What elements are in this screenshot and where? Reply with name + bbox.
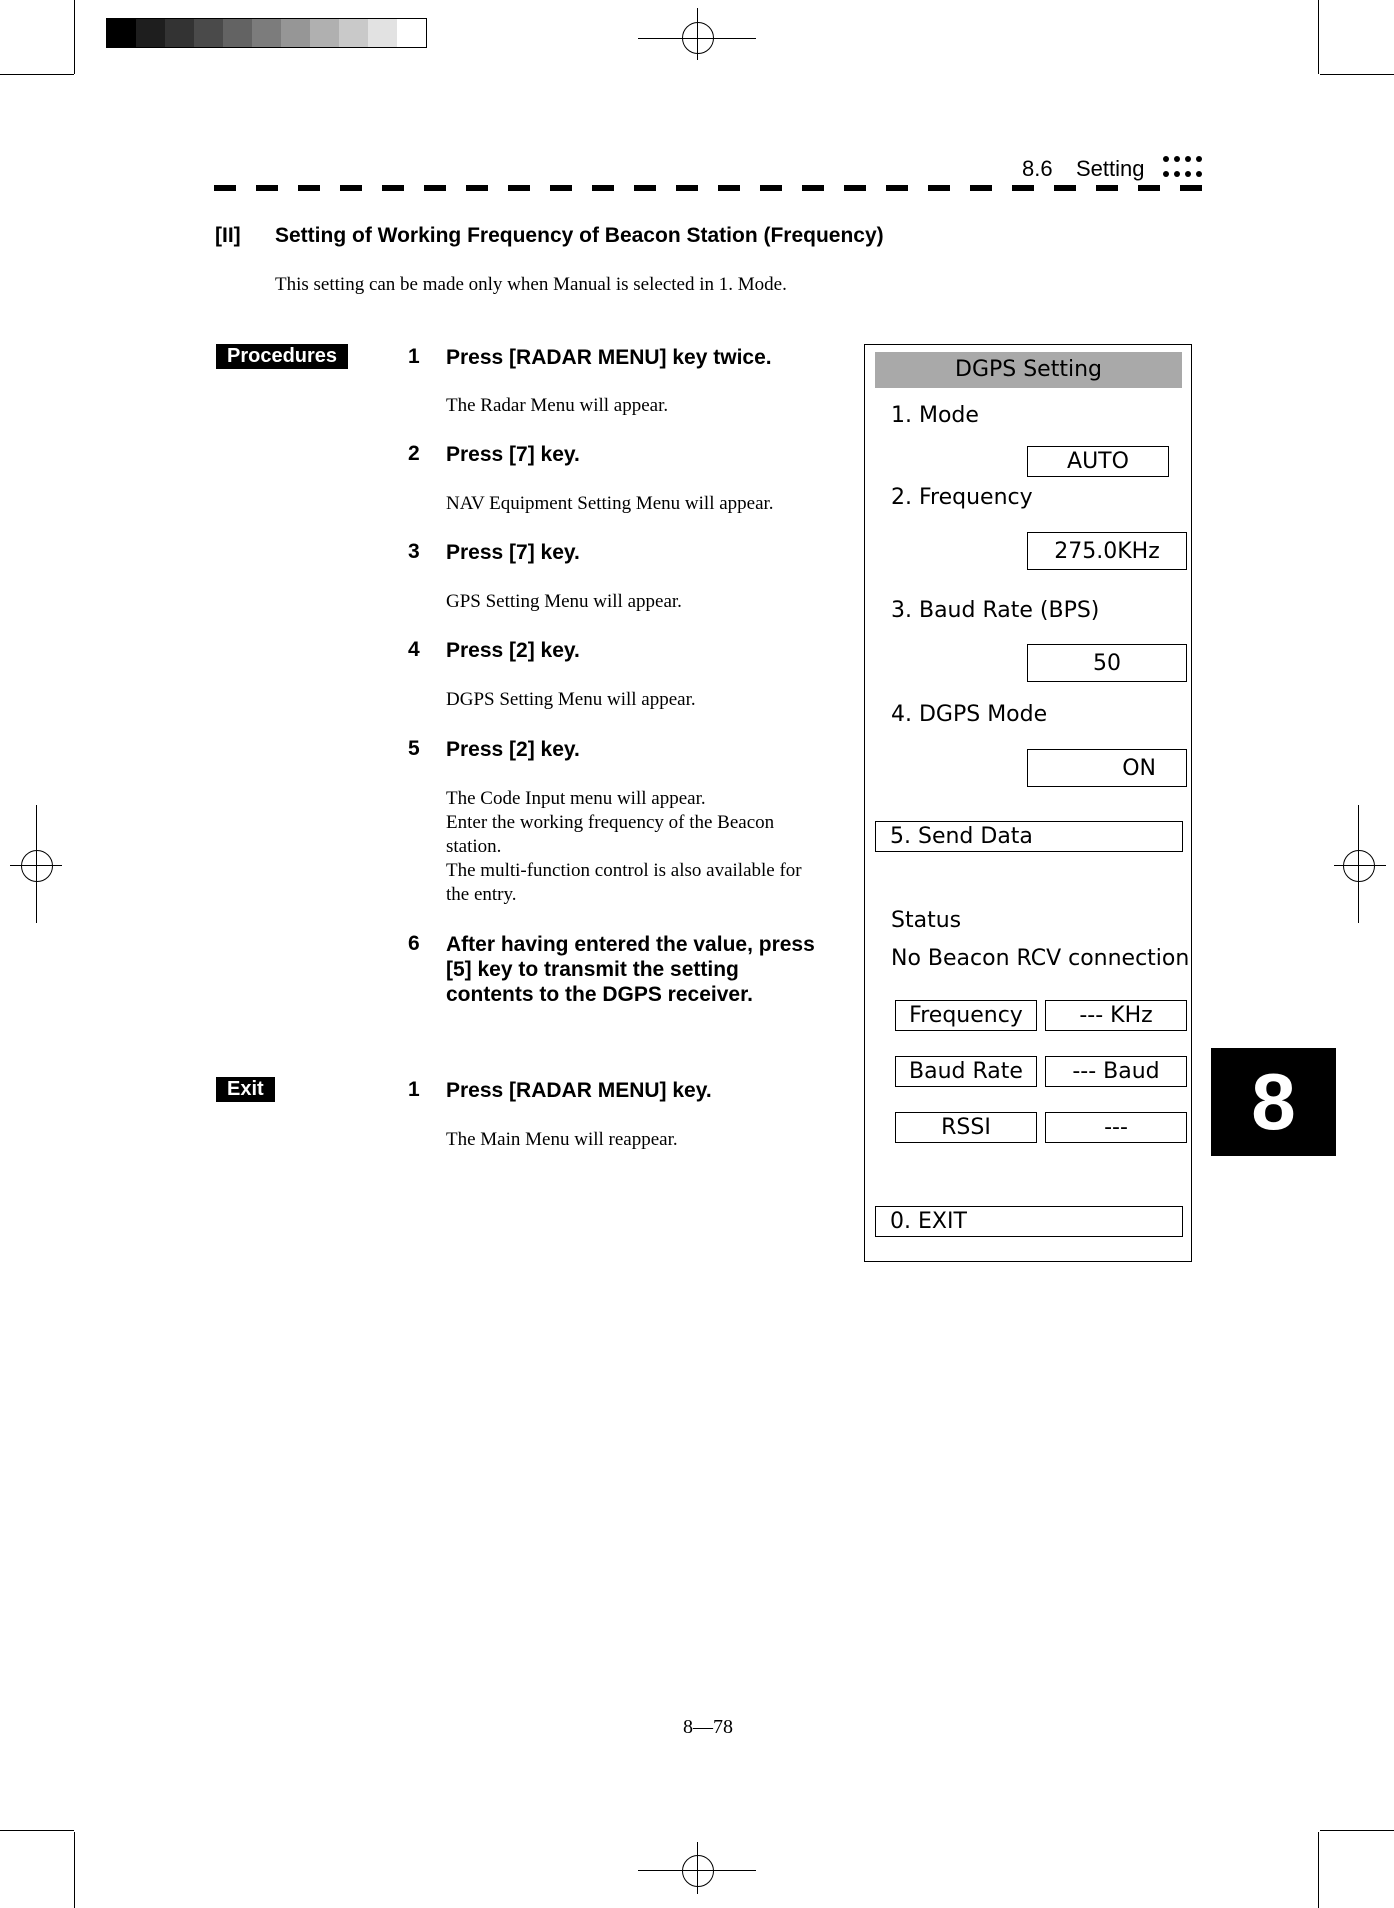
status-label: Status — [891, 908, 962, 933]
step-title: Press [7] key. — [446, 443, 580, 466]
frequency-value[interactable]: 275.0KHz — [1027, 532, 1187, 570]
status-frequency-label: Frequency — [895, 1000, 1037, 1031]
header-section-number: 8.6 — [1022, 156, 1053, 181]
status-frequency-value: --- KHz — [1045, 1000, 1187, 1031]
step-title-line: After having entered the value, press — [446, 933, 815, 956]
step-description-line: the entry. — [446, 884, 517, 905]
step-title: Press [RADAR MENU] key. — [446, 1079, 712, 1102]
menu-title: DGPS Setting — [875, 352, 1182, 388]
step-description-line: The Code Input menu will appear. — [446, 788, 706, 809]
step-description: The Main Menu will reappear. — [446, 1129, 678, 1150]
header-dashed-rule — [214, 185, 1202, 191]
menu-item-frequency[interactable]: 2. Frequency — [891, 485, 1033, 510]
chapter-tab: 8 — [1211, 1048, 1336, 1156]
step-description: NAV Equipment Setting Menu will appear. — [446, 493, 774, 514]
step-description: DGPS Setting Menu will appear. — [446, 689, 696, 710]
status-baud-rate-label: Baud Rate — [895, 1056, 1037, 1087]
menu-item-dgps-mode[interactable]: 4. DGPS Mode — [891, 702, 1048, 727]
page-number: 8—78 — [683, 1716, 733, 1738]
step-description-line: station. — [446, 836, 502, 857]
section-number: [II] — [215, 224, 241, 247]
grayscale-calibration-bar — [106, 18, 427, 48]
step-number: 4 — [408, 638, 420, 661]
step-description — [446, 787, 802, 907]
section-note: This setting can be made only when Manual is selected in 1. Mode. — [275, 274, 787, 295]
status-baud-rate-value: --- Baud — [1045, 1056, 1187, 1087]
step-title: Press [7] key. — [446, 541, 580, 564]
exit-label: Exit — [216, 1077, 275, 1102]
section-title: Setting of Working Frequency of Beacon Station (Frequency) — [275, 224, 884, 247]
step-number: 2 — [408, 442, 420, 465]
step-description: The Radar Menu will appear. — [446, 395, 669, 416]
status-rssi-value: --- — [1045, 1112, 1187, 1143]
procedures-label: Procedures — [216, 344, 348, 369]
step-number: 3 — [408, 540, 420, 563]
send-data-button[interactable]: 5. Send Data — [875, 821, 1183, 852]
exit-button[interactable]: 0. EXIT — [875, 1206, 1183, 1237]
menu-item-mode[interactable]: 1. Mode — [891, 403, 979, 428]
step-title-line: contents to the DGPS receiver. — [446, 983, 753, 1006]
step-title-line: [5] key to transmit the setting — [446, 958, 739, 981]
step-description: GPS Setting Menu will appear. — [446, 591, 682, 612]
step-number: 1 — [408, 1078, 420, 1101]
dgps-mode-value[interactable]: ON — [1027, 749, 1187, 787]
dgps-setting-menu — [864, 344, 1192, 1262]
step-title: Press [RADAR MENU] key twice. — [446, 346, 772, 369]
step-number: 6 — [408, 932, 420, 955]
step-description-line: The multi-function control is also available for — [446, 860, 802, 881]
status-rssi-label: RSSI — [895, 1112, 1037, 1143]
menu-item-baud-rate[interactable]: 3. Baud Rate (BPS) — [891, 598, 1100, 623]
step-number: 5 — [408, 737, 420, 760]
step-title: Press [2] key. — [446, 639, 580, 662]
step-title — [446, 932, 815, 1007]
status-value: No Beacon RCV connection — [891, 946, 1190, 971]
step-title: Press [2] key. — [446, 738, 580, 761]
baud-rate-value[interactable]: 50 — [1027, 644, 1187, 682]
header-section-title: Setting — [1076, 156, 1145, 181]
mode-value[interactable]: AUTO — [1027, 446, 1169, 477]
step-number: 1 — [408, 345, 420, 368]
step-description-line: Enter the working frequency of the Beacon — [446, 812, 775, 833]
